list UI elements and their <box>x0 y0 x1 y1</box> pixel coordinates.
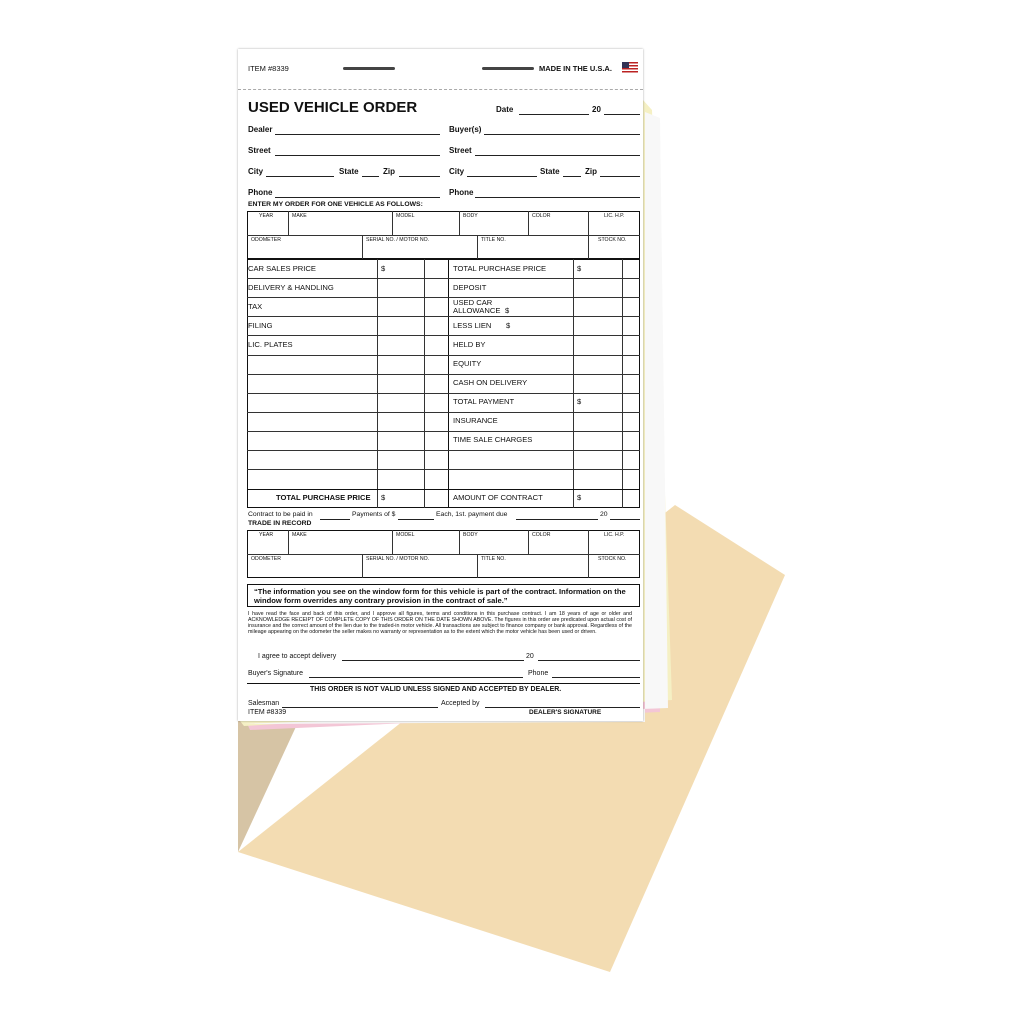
tear-slot-left <box>343 67 395 70</box>
dealer-zip-label: Zip <box>383 167 395 176</box>
accept-delivery-field[interactable] <box>342 660 524 661</box>
grid-line <box>528 530 529 554</box>
accepted-by-field[interactable] <box>485 707 640 708</box>
tax-label: TAX <box>248 302 263 311</box>
insurance-label: INSURANCE <box>453 416 498 425</box>
buyers-label: Buyer(s) <box>449 125 482 134</box>
vehicle-grid-divider <box>247 235 640 236</box>
dealer-city-field[interactable] <box>266 176 334 177</box>
dealer-field[interactable] <box>275 134 440 135</box>
salesman-field[interactable] <box>282 707 438 708</box>
trade-serial: SERIAL NO. / MOTOR NO. <box>366 556 430 562</box>
validity-divider <box>247 683 640 684</box>
buyer-city-label: City <box>449 167 465 176</box>
dealer-phone-label: Phone <box>248 188 273 197</box>
buyer-state-field[interactable] <box>563 176 581 177</box>
contract-year-prefix: 20 <box>600 511 608 518</box>
time-sale-charges-label: TIME SALE CHARGES <box>453 435 533 444</box>
deposit-label: DEPOSIT <box>453 283 487 292</box>
tear-slot-right <box>482 67 534 70</box>
grid-line <box>288 211 289 235</box>
dealer-label: Dealer <box>248 125 273 134</box>
grid-line <box>247 297 640 298</box>
first-payment-label: Each, 1st. payment due <box>436 511 508 518</box>
date-field[interactable] <box>519 114 589 115</box>
grid-line <box>247 335 640 336</box>
grid-line <box>528 211 529 235</box>
grid-line <box>362 235 363 259</box>
grid-line <box>362 554 363 578</box>
dealer-state-label: State <box>339 167 359 176</box>
grid-stock-no: STOCK NO. <box>598 237 627 243</box>
total-purchase-price-dollar: $ <box>577 264 582 273</box>
us-flag-icon <box>622 62 638 73</box>
grid-lic-hp: LIC. H.P. <box>604 213 625 219</box>
dealer-street-field[interactable] <box>275 155 440 156</box>
salesman-label: Salesman <box>248 700 280 707</box>
buyer-zip-field[interactable] <box>600 176 640 177</box>
grid-line <box>247 431 640 432</box>
used-car-label: USED CAR <box>453 298 493 307</box>
trade-color: COLOR <box>532 532 551 538</box>
payments-of-field[interactable] <box>398 519 434 520</box>
total-purchase-price-label: TOTAL PURCHASE PRICE <box>276 493 371 502</box>
grid-make: MAKE <box>292 213 307 219</box>
buyer-signature-field[interactable] <box>309 677 523 678</box>
amount-of-contract-dollar: $ <box>577 493 582 502</box>
trade-odometer: ODOMETER <box>251 556 281 562</box>
date-year-field[interactable] <box>604 114 640 115</box>
contract-year-field[interactable] <box>610 519 640 520</box>
grid-line <box>477 235 478 259</box>
grid-line <box>459 211 460 235</box>
contract-paid-in-field[interactable] <box>320 519 350 520</box>
trade-model: MODEL <box>396 532 415 538</box>
dealer-signature-label: DEALER'S SIGNATURE <box>529 709 602 716</box>
grid-title-no: TITLE NO. <box>481 237 506 243</box>
grid-line <box>392 211 393 235</box>
validity-notice: THIS ORDER IS NOT VALID UNLESS SIGNED AND ACCEPTED BY DEALER. <box>310 686 562 693</box>
grid-line <box>247 355 640 356</box>
buyer-zip-label: Zip <box>585 167 597 176</box>
grid-line <box>247 278 640 279</box>
grid-odometer: ODOMETER <box>251 237 281 243</box>
legal-disclaimer: I have read the face and back of this order, and I approve all figures, terms and conditions in this purchase contract. I am 18 years of age or older and ACKNOWLEDGE RECEIPT OF COMPLETE COPY OF THIS ORDER ON THE DATE SHOWN ABOVE. The figures in this order are predicated upon actual cost of insurance and the correct amount of the lien due to the traded-in motor vehicle. All transactions are subject to finance company or bank approval. Regardless of the mileage appearing on the odometer the seller makes no warranty or representation as to the extent which the motor vehicle has been used or driven. <box>248 611 632 636</box>
date-label: Date <box>496 105 514 114</box>
dealer-phone-field[interactable] <box>275 197 440 198</box>
grid-line <box>247 450 640 451</box>
filing-label: FILING <box>248 321 273 330</box>
buyer-signature-label: Buyer's Signature <box>248 670 304 677</box>
date-year-prefix: 20 <box>592 105 601 114</box>
total-payment-label: TOTAL PAYMENT <box>453 397 515 406</box>
amount-of-contract-label: AMOUNT OF CONTRACT <box>453 493 543 502</box>
grid-body: BODY <box>463 213 478 219</box>
trade-title-no: TITLE NO. <box>481 556 506 562</box>
contract-paid-in-label: Contract to be paid in <box>248 511 313 518</box>
grid-color: COLOR <box>532 213 551 219</box>
cash-on-delivery-label: CASH ON DELIVERY <box>453 378 528 387</box>
order-heading: ENTER MY ORDER FOR ONE VEHICLE AS FOLLOWS: <box>248 201 423 208</box>
less-lien-dollar: $ <box>506 321 511 330</box>
trade-in-heading: TRADE IN RECORD <box>248 520 312 527</box>
held-by-label: HELD BY <box>453 340 486 349</box>
buyer-state-label: State <box>540 167 560 176</box>
grid-line <box>247 316 640 317</box>
grid-line <box>588 530 589 554</box>
delivery-year-field[interactable] <box>538 660 640 661</box>
accepted-by-label: Accepted by <box>441 700 480 707</box>
grid-line <box>247 393 640 394</box>
buyer-street-label: Street <box>449 146 472 155</box>
grid-line <box>247 374 640 375</box>
car-sales-price-dollar: $ <box>381 264 386 273</box>
signature-phone-field[interactable] <box>552 677 640 678</box>
first-payment-field[interactable] <box>516 519 598 520</box>
grid-line <box>288 530 289 554</box>
total-payment-dollar: $ <box>577 397 582 406</box>
buyer-city-field[interactable] <box>467 176 537 177</box>
grid-year: YEAR <box>259 213 274 219</box>
grid-line <box>247 412 640 413</box>
less-lien-label: LESS LIEN <box>453 321 492 330</box>
allowance-label: ALLOWANCE <box>453 306 501 315</box>
grid-line <box>588 211 589 235</box>
trade-year: YEAR <box>259 532 274 538</box>
delivery-handling-label: DELIVERY & HANDLING <box>248 283 334 292</box>
dealer-state-field[interactable] <box>362 176 379 177</box>
window-form-notice: “The information you see on the window form for this vehicle is part of the contract. Information on the window form overrides any contrary provision in the contract of sale.” <box>254 587 626 605</box>
item-number-top: ITEM #8339 <box>248 64 289 73</box>
trade-body: BODY <box>463 532 478 538</box>
form-title: USED VEHICLE ORDER <box>248 99 418 116</box>
payments-of-label: Payments of $ <box>352 511 396 518</box>
perforation-line <box>238 89 643 90</box>
grid-line <box>477 554 478 578</box>
used-vehicle-order-form <box>238 49 643 721</box>
dealer-zip-field[interactable] <box>399 176 440 177</box>
dealer-city-label: City <box>248 167 264 176</box>
accept-delivery-label: I agree to accept delivery <box>258 653 337 660</box>
grid-line <box>247 469 640 470</box>
equity-label: EQUITY <box>453 359 482 368</box>
total-purchase-price-label-right: TOTAL PURCHASE PRICE <box>453 264 547 273</box>
trade-make: MAKE <box>292 532 307 538</box>
grid-line <box>247 489 640 490</box>
buyer-phone-label: Phone <box>449 188 474 197</box>
grid-line <box>588 554 589 578</box>
car-sales-price-label: CAR SALES PRICE <box>248 264 316 273</box>
buyer-street-field[interactable] <box>475 155 640 156</box>
trade-stock-no: STOCK NO. <box>598 556 627 562</box>
lic-plates-label: LIC. PLATES <box>248 340 293 349</box>
buyers-field[interactable] <box>484 134 640 135</box>
item-number-bottom: ITEM #8339 <box>248 709 287 716</box>
made-in-usa: MADE IN THE U.S.A. <box>539 64 612 73</box>
grid-line <box>588 235 589 259</box>
grid-line <box>459 530 460 554</box>
allowance-dollar: $ <box>505 306 510 315</box>
trade-lic-hp: LIC. H.P. <box>604 532 625 538</box>
signature-phone-label: Phone <box>528 670 549 677</box>
grid-line <box>392 530 393 554</box>
delivery-year-prefix: 20 <box>526 653 534 660</box>
grid-line <box>247 554 640 555</box>
grid-serial: SERIAL NO. / MOTOR NO. <box>366 237 430 243</box>
grid-model: MODEL <box>396 213 415 219</box>
buyer-phone-field[interactable] <box>475 197 640 198</box>
dealer-street-label: Street <box>248 146 271 155</box>
total-left-dollar: $ <box>381 493 386 502</box>
